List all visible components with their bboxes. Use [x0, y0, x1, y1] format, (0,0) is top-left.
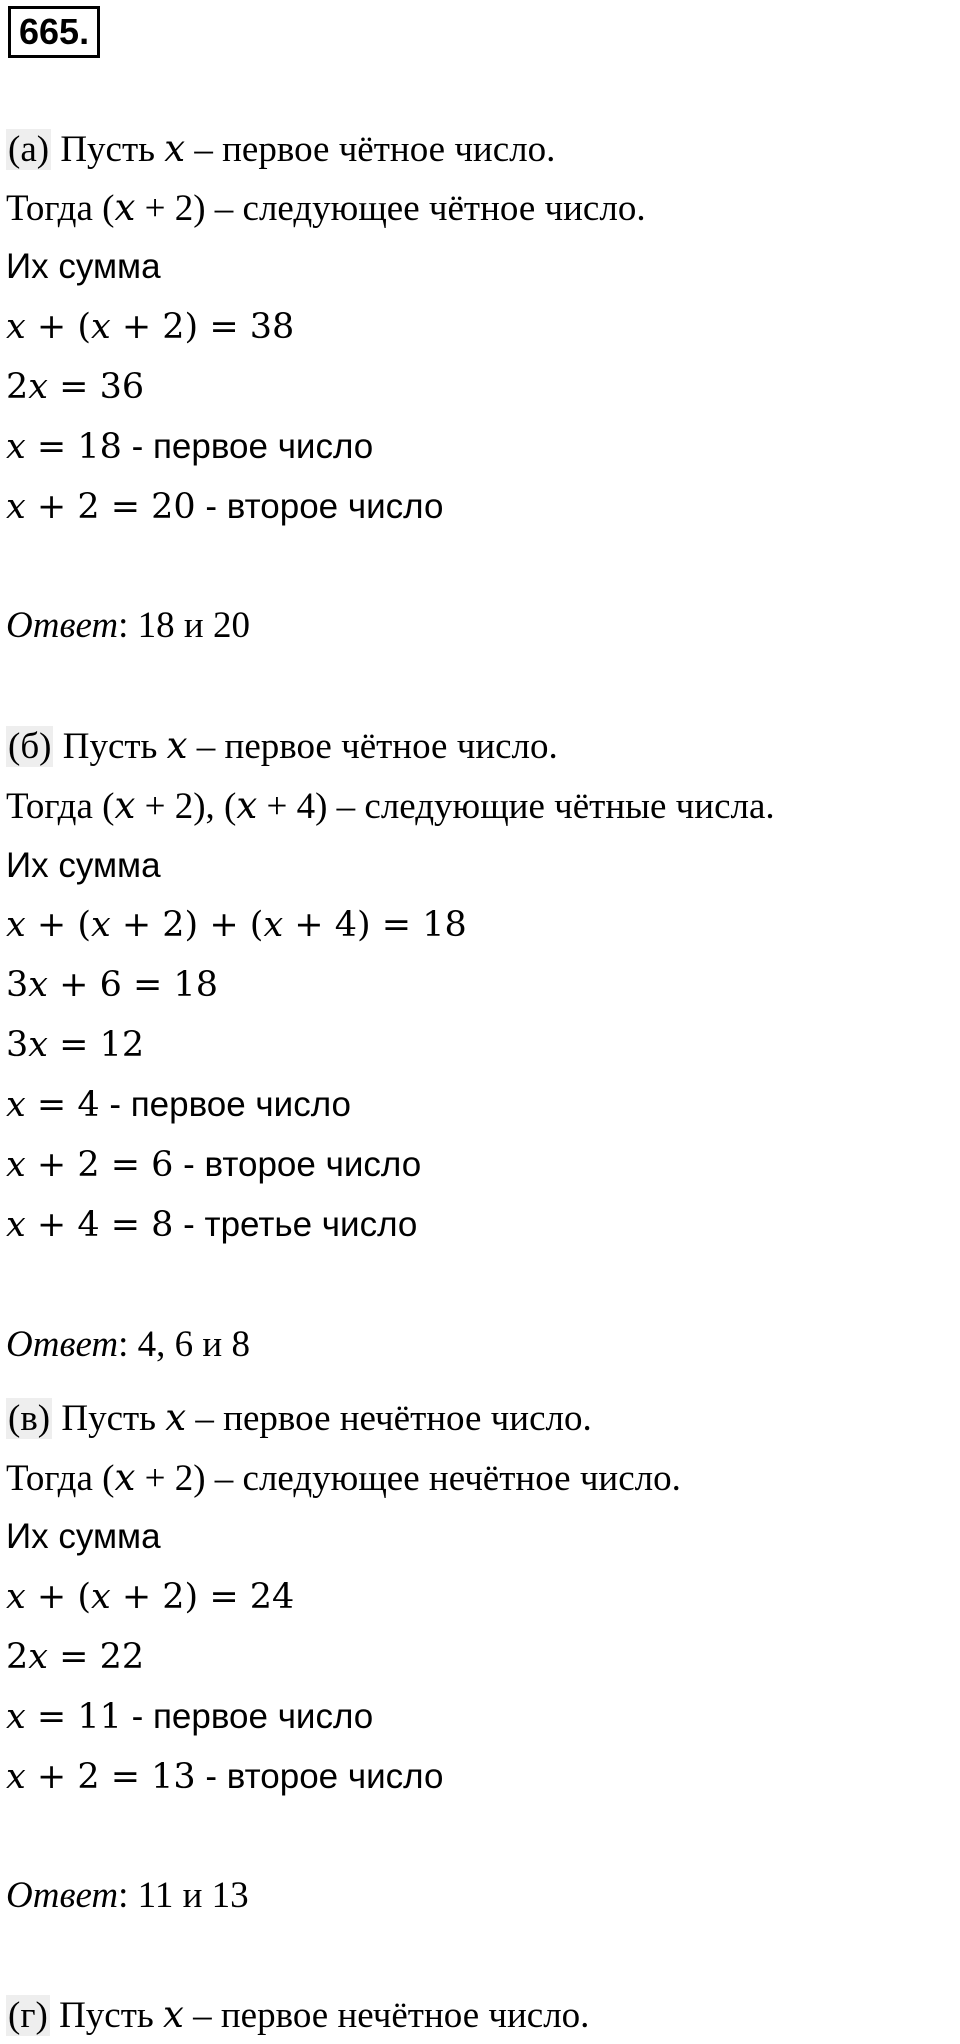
part-c-intro: (в) Пусть 𝑥 – первое нечётное число. [8, 1398, 592, 1439]
problem-number: 665. [8, 6, 100, 58]
equation-line: 𝑥 + (𝑥 + 2) = 38 [6, 307, 295, 347]
part-c-sum-label: Их сумма [6, 1517, 161, 1556]
part-a-intro: (а) Пусть 𝑥 – первое чётное число. [8, 129, 556, 170]
equation-line: 3𝑥 = 12 [6, 1025, 145, 1065]
equation-line: 2𝑥 = 36 [6, 367, 145, 407]
part-a-then: Тогда (𝑥 + 2) – следующее чётное число. [6, 188, 646, 229]
part-b-answer: Ответ: 4, 6 и 8 [6, 1324, 250, 1365]
equation-line: 𝑥 + 2 = 6 - второе число [6, 1145, 422, 1185]
part-a-label: (а) [8, 129, 50, 170]
equation-line: 2𝑥 = 22 [6, 1637, 145, 1677]
part-a-answer: Ответ: 18 и 20 [6, 605, 250, 646]
equation-line: 𝑥 + (𝑥 + 2) + (𝑥 + 4) = 18 [6, 905, 467, 945]
part-b-then: Тогда (𝑥 + 2), (𝑥 + 4) – следующие чётные числа. [6, 786, 775, 827]
equation-line: 𝑥 = 4 - первое число [6, 1085, 352, 1125]
equation-line: 𝑥 = 11 - первое число [6, 1697, 374, 1737]
equation-line: 𝑥 = 18 - первое число [6, 427, 374, 467]
part-c-then: Тогда (𝑥 + 2) – следующее нечётное число. [6, 1458, 681, 1499]
part-c-label: (в) [8, 1398, 51, 1439]
part-d-label: (г) [8, 1995, 48, 2036]
equation-line: 3𝑥 + 6 = 18 [6, 965, 218, 1005]
equation-line: 𝑥 + 4 = 8 - третье число [6, 1205, 418, 1245]
equation-line: 𝑥 + 2 = 20 - второе число [6, 487, 444, 527]
part-b-sum-label: Их сумма [6, 846, 161, 885]
equation-line: 𝑥 + 2 = 13 - второе число [6, 1757, 444, 1797]
part-c-answer: Ответ: 11 и 13 [6, 1875, 249, 1916]
part-b-intro: (б) Пусть 𝑥 – первое чётное число. [8, 726, 558, 767]
part-a-sum-label: Их сумма [6, 247, 161, 286]
equation-line: 𝑥 + (𝑥 + 2) = 24 [6, 1577, 295, 1617]
part-b-label: (б) [8, 726, 52, 767]
part-d-intro: (г) Пусть 𝑥 – первое нечётное число. [8, 1995, 590, 2036]
